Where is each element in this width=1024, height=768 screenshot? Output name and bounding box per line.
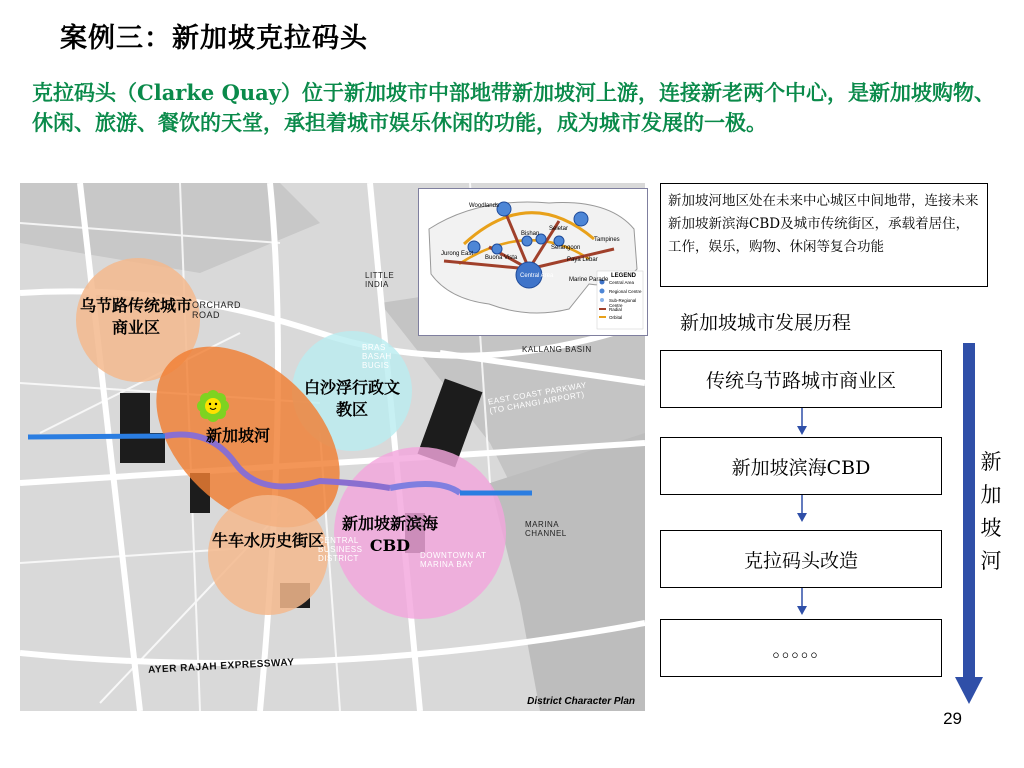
inset-town-jurong: Jurong East [441, 251, 474, 257]
inset-legend-item: Regional Centre [609, 289, 642, 294]
ecp-label: EAST COAST PARKWAY (TO CHANGI AIRPORT) [487, 380, 588, 416]
page-number: 29 [943, 709, 962, 728]
zone-chinatown: 牛车水历史街区 [211, 531, 324, 550]
concept-plan-inset [418, 188, 648, 336]
inset-legend-title: LEGEND [611, 273, 637, 279]
arrow-down-icon [795, 588, 809, 616]
marina-channel-label: MARINA CHANNEL [525, 520, 567, 538]
inset-town-tampines: Tampines [594, 237, 620, 243]
inset-town-buona-vista: Buona Vista [485, 255, 518, 261]
flower-icon [197, 390, 229, 422]
history-title: 新加坡城市发展历程 [680, 312, 852, 334]
inset-town-seletar: Seletar [549, 226, 569, 232]
description-box: 新加坡河地区处在未来中心城区中间地带，连接未来新加坡新滨海CBD及城市传统街区，承载着居住，工作，娱乐，购物、休闲等复合功能 [660, 183, 988, 287]
inset-central-area: Central Area [520, 273, 554, 279]
history-step: 新加坡滨海CBD [660, 437, 942, 495]
arrow-down-icon [795, 408, 809, 436]
little-india-label: LITTLE INDIA [365, 271, 395, 289]
arrow-down-icon [795, 495, 809, 523]
river-char: 新 [980, 450, 1002, 474]
inset-town-paya-lebar: Paya Lebar [567, 257, 598, 263]
kallang-label: KALLANG BASIN [522, 345, 592, 354]
zone-orchard: 乌节路传统城市商业区 [79, 296, 192, 337]
inset-legend-item: Radial [609, 307, 622, 312]
history-step: 克拉码头改造 [660, 530, 942, 588]
inset-legend-item: Central Area [609, 280, 635, 285]
river-vertical-label [976, 446, 1006, 578]
river-char: 坡 [980, 516, 1002, 540]
river-char: 河 [980, 549, 1002, 573]
orchard-road-label: ORCHARD ROAD [192, 300, 242, 320]
inset-legend-item: Sub-Regional Centre [609, 298, 637, 308]
bras-basah-label: BRAS BASAH BUGIS [362, 343, 392, 370]
zone-marina-cbd: 新加坡新滨海CBD [341, 514, 438, 555]
history-step: 传统乌节路城市商业区 [660, 350, 942, 408]
inset-town-serangoon: Serangoon [551, 245, 581, 251]
river-char: 加 [980, 483, 1002, 507]
history-step: 。。。。。 [660, 619, 942, 677]
inset-legend-item: Orbital [609, 315, 623, 320]
zone-bras-basah: 白沙浮行政文教区 [303, 378, 400, 419]
cbd-district-label: CENTRAL BUSINESS DISTRICT [318, 536, 363, 563]
intro-paragraph: 克拉码头（Clarke Quay）位于新加坡市中部地带新加坡河上游，连接新老两个中心，是新加坡购物、休闲、旅游、餐饮的天堂，承担着城市娱乐休闲的功能，成为城市发展的一极。 [32, 80, 995, 135]
inset-graphic [419, 189, 647, 335]
inset-town-marine-parade: Marine Parade [569, 277, 609, 283]
slide-title: 案例三：新加坡克拉码头 [60, 23, 368, 54]
zone-singapore-river: 新加坡河 [205, 426, 270, 445]
ayer-rajah-label: AYER RAJAH EXPRESSWAY [147, 657, 295, 676]
downtown-label: DOWNTOWN AT MARINA BAY [420, 551, 487, 569]
inset-town-woodlands: Woodlands [469, 203, 499, 209]
inset-town-bishan: Bishan [521, 231, 540, 237]
map-caption: District Character Plan [527, 696, 635, 707]
